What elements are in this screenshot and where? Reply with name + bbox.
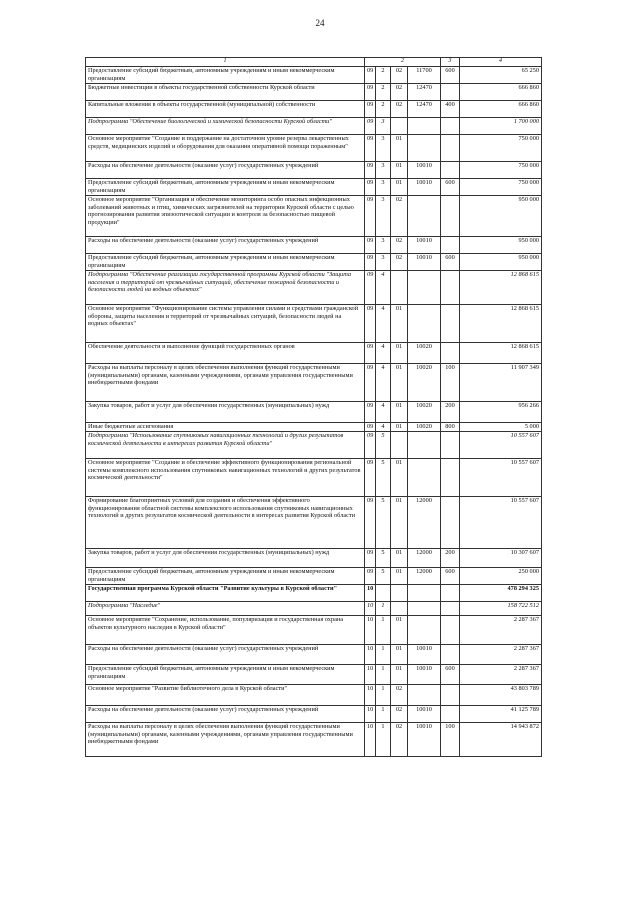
row-group-code: 01 — [391, 616, 408, 645]
table-row — [86, 685, 542, 706]
table-row — [86, 585, 542, 602]
row-group-code: 01 — [391, 402, 408, 423]
row-name: Предоставление субсидий бюджетным, автономным учреждениям и иным некоммерческим организациям — [86, 254, 365, 271]
row-group-code: 01 — [391, 423, 408, 432]
row-section-code: 10 — [365, 645, 376, 665]
row-name: Расходы на обеспечение деятельности (оказание услуг) государственных учреждений — [86, 237, 365, 254]
table-row — [86, 602, 542, 616]
row-section-code: 09 — [365, 305, 376, 343]
row-expense-type-code — [441, 706, 460, 723]
row-expense-type-code: 600 — [441, 254, 460, 271]
row-expense-type-code: 600 — [441, 568, 460, 585]
row-expense-type-code: 200 — [441, 402, 460, 423]
row-section-code: 09 — [365, 402, 376, 423]
table-row — [86, 402, 542, 423]
row-amount: 10 307 607 — [460, 549, 542, 568]
row-amount: 950 000 — [460, 254, 542, 271]
table-row — [86, 423, 542, 432]
row-name: Основное мероприятие "Сохранение, использование, популяризация и государственная охрана объектов культурного наследия в Курской области" — [86, 616, 365, 645]
row-item-code — [408, 432, 441, 459]
row-name: Предоставление субсидий бюджетным, автономным учреждениям и иным некоммерческим организациям — [86, 568, 365, 585]
row-amount: 478 294 325 — [460, 585, 542, 602]
row-subsection-code: 1 — [376, 616, 391, 645]
row-subsection-code: 3 — [376, 162, 391, 179]
table-row — [86, 568, 542, 585]
row-amount: 2 287 367 — [460, 665, 542, 685]
row-section-code: 10 — [365, 602, 376, 616]
row-amount: 10 557 607 — [460, 432, 542, 459]
row-group-code: 01 — [391, 343, 408, 364]
row-name: Подпрограмма "Обеспечение реализации государственной программы Курской области "Защита населения и территорий от чрезвычайных ситуаций, обеспечение пожарной безопасности и безопасности людей на водных объектах" — [86, 271, 365, 305]
row-item-code — [408, 196, 441, 237]
row-amount: 10 557 607 — [460, 497, 542, 549]
row-group-code: 02 — [391, 254, 408, 271]
row-expense-type-code — [441, 162, 460, 179]
row-expense-type-code: 800 — [441, 423, 460, 432]
row-name: Предоставление субсидий бюджетным, автономным учреждениям и иным некоммерческим организациям — [86, 179, 365, 196]
row-section-code: 09 — [365, 179, 376, 196]
row-section-code: 10 — [365, 585, 376, 602]
row-group-code: 02 — [391, 101, 408, 118]
table-row — [86, 118, 542, 135]
row-section-code: 10 — [365, 665, 376, 685]
row-item-code — [408, 305, 441, 343]
row-expense-type-code — [441, 84, 460, 101]
row-item-code: 12470 — [408, 84, 441, 101]
row-item-code: 10020 — [408, 364, 441, 402]
row-amount: 5 000 — [460, 423, 542, 432]
page-number: 24 — [315, 18, 325, 28]
row-amount: 65 250 — [460, 67, 542, 84]
row-subsection-code: 4 — [376, 402, 391, 423]
row-item-code — [408, 135, 441, 162]
table-row — [86, 723, 542, 757]
row-item-code: 10010 — [408, 162, 441, 179]
row-subsection-code: 4 — [376, 423, 391, 432]
row-item-code — [408, 585, 441, 602]
row-subsection-code — [376, 585, 391, 602]
row-section-code: 09 — [365, 459, 376, 497]
table-row — [86, 179, 542, 196]
row-name: Подпрограмма "Обеспечение биологической и химической безопасности Курской области" — [86, 118, 365, 135]
row-section-code: 09 — [365, 432, 376, 459]
header-col-1: 1 — [86, 58, 365, 67]
row-subsection-code: 3 — [376, 254, 391, 271]
row-amount: 666 860 — [460, 101, 542, 118]
row-name: Подпрограмма "Использование спутниковых навигационных технологий и других результатов космической деятельности в интересах развития Курской области" — [86, 432, 365, 459]
row-subsection-code: 2 — [376, 101, 391, 118]
row-expense-type-code — [441, 602, 460, 616]
row-name: Предоставление субсидий бюджетным, автономным учреждениям и иным некоммерческим организациям — [86, 67, 365, 84]
row-amount: 956 266 — [460, 402, 542, 423]
row-expense-type-code: 600 — [441, 67, 460, 84]
row-amount: 41 125 789 — [460, 706, 542, 723]
row-section-code: 09 — [365, 254, 376, 271]
row-name: Расходы на обеспечение деятельности (оказание услуг) государственных учреждений — [86, 645, 365, 665]
row-section-code: 09 — [365, 67, 376, 84]
row-section-code: 09 — [365, 271, 376, 305]
row-section-code: 09 — [365, 364, 376, 402]
row-section-code: 09 — [365, 568, 376, 585]
table-row — [86, 101, 542, 118]
row-subsection-code: 2 — [376, 67, 391, 84]
row-amount: 950 000 — [460, 237, 542, 254]
row-name: Закупка товаров, работ и услуг для обеспечения государственных (муниципальных) нужд — [86, 549, 365, 568]
row-subsection-code: 3 — [376, 135, 391, 162]
row-amount: 43 803 789 — [460, 685, 542, 706]
header-col-4: 4 — [460, 58, 542, 67]
table-row — [86, 343, 542, 364]
row-item-code: 12470 — [408, 101, 441, 118]
row-expense-type-code — [441, 118, 460, 135]
table-row — [86, 67, 542, 84]
row-name: Расходы на обеспечение деятельности (оказание услуг) государственных учреждений — [86, 706, 365, 723]
row-expense-type-code — [441, 432, 460, 459]
row-section-code: 10 — [365, 723, 376, 757]
row-expense-type-code: 100 — [441, 364, 460, 402]
header-col-2: 2 — [365, 58, 441, 67]
row-expense-type-code: 600 — [441, 665, 460, 685]
row-expense-type-code — [441, 305, 460, 343]
row-group-code: 01 — [391, 459, 408, 497]
row-section-code: 09 — [365, 237, 376, 254]
row-expense-type-code — [441, 685, 460, 706]
row-section-code: 09 — [365, 343, 376, 364]
row-name: Расходы на выплаты персоналу в целях обеспечения выполнения функций государственными (муниципальными) органами, казенными учреждениями, органами управления государственными внебюджетными фондами — [86, 723, 365, 757]
row-subsection-code: 3 — [376, 237, 391, 254]
row-amount: 12 868 615 — [460, 305, 542, 343]
row-group-code — [391, 432, 408, 459]
row-group-code: 01 — [391, 135, 408, 162]
row-item-code: 10010 — [408, 254, 441, 271]
row-amount: 950 000 — [460, 196, 542, 237]
row-expense-type-code — [441, 196, 460, 237]
row-expense-type-code — [441, 237, 460, 254]
row-name: Подпрограмма "Наследие" — [86, 602, 365, 616]
row-subsection-code: 3 — [376, 118, 391, 135]
row-name: Иные бюджетные ассигнования — [86, 423, 365, 432]
row-name: Закупка товаров, работ и услуг для обеспечения государственных (муниципальных) нужд — [86, 402, 365, 423]
budget-table — [85, 57, 542, 757]
table-row — [86, 84, 542, 101]
row-expense-type-code: 100 — [441, 723, 460, 757]
row-subsection-code: 1 — [376, 645, 391, 665]
row-item-code: 10010 — [408, 723, 441, 757]
table-row — [86, 616, 542, 645]
row-expense-type-code — [441, 343, 460, 364]
row-group-code: 02 — [391, 196, 408, 237]
row-amount: 11 907 349 — [460, 364, 542, 402]
row-name: Основное мероприятие "Создание и поддержание на достаточном уровне резерва лекарственных средств, медицинских изделий и оборудования для оказания оперативной помощи пораженным" — [86, 135, 365, 162]
row-expense-type-code — [441, 585, 460, 602]
row-subsection-code: 5 — [376, 432, 391, 459]
row-group-code: 01 — [391, 645, 408, 665]
row-section-code: 09 — [365, 423, 376, 432]
row-subsection-code: 5 — [376, 549, 391, 568]
row-amount: 158 722 512 — [460, 602, 542, 616]
row-subsection-code: 4 — [376, 305, 391, 343]
row-group-code: 02 — [391, 67, 408, 84]
table-row — [86, 237, 542, 254]
row-subsection-code: 1 — [376, 706, 391, 723]
row-expense-type-code: 400 — [441, 101, 460, 118]
table-row — [86, 459, 542, 497]
row-group-code — [391, 271, 408, 305]
row-name: Предоставление субсидий бюджетным, автономным учреждениям и иным некоммерческим организациям — [86, 665, 365, 685]
table-row — [86, 645, 542, 665]
row-group-code: 02 — [391, 723, 408, 757]
table-row — [86, 665, 542, 685]
row-amount: 750 000 — [460, 179, 542, 196]
row-name: Обеспечение деятельности и выполнение функций государственных органов — [86, 343, 365, 364]
row-item-code: 10020 — [408, 402, 441, 423]
row-group-code: 02 — [391, 84, 408, 101]
row-item-code — [408, 118, 441, 135]
row-subsection-code: 1 — [376, 723, 391, 757]
row-item-code — [408, 602, 441, 616]
table-row — [86, 196, 542, 237]
row-item-code: 10020 — [408, 343, 441, 364]
row-name: Расходы на обеспечение деятельности (оказание услуг) государственных учреждений — [86, 162, 365, 179]
row-subsection-code: 5 — [376, 568, 391, 585]
row-subsection-code: 2 — [376, 84, 391, 101]
table-row — [86, 135, 542, 162]
row-item-code: 10010 — [408, 706, 441, 723]
row-group-code: 01 — [391, 549, 408, 568]
row-section-code: 09 — [365, 135, 376, 162]
row-section-code: 10 — [365, 616, 376, 645]
row-amount: 250 000 — [460, 568, 542, 585]
table-row — [86, 305, 542, 343]
row-amount: 12 868 615 — [460, 343, 542, 364]
row-name: Государственная программа Курской области "Развитие культуры в Курской области" — [86, 585, 365, 602]
row-item-code: 12000 — [408, 549, 441, 568]
row-amount: 14 943 872 — [460, 723, 542, 757]
row-expense-type-code — [441, 459, 460, 497]
table-header-row — [86, 58, 542, 67]
row-group-code — [391, 118, 408, 135]
row-name: Основное мероприятие "Функционирование системы управления силами и средствами гражданской обороны, защиты населения и территорий от чрезвычайных ситуаций, безопасности людей на водных объектах" — [86, 305, 365, 343]
row-amount: 666 860 — [460, 84, 542, 101]
row-amount: 2 287 367 — [460, 645, 542, 665]
row-group-code: 02 — [391, 237, 408, 254]
row-item-code: 10010 — [408, 179, 441, 196]
row-section-code: 09 — [365, 84, 376, 101]
row-item-code: 10020 — [408, 423, 441, 432]
row-group-code: 01 — [391, 305, 408, 343]
row-subsection-code: 4 — [376, 271, 391, 305]
row-section-code: 09 — [365, 549, 376, 568]
row-expense-type-code — [441, 271, 460, 305]
row-item-code — [408, 459, 441, 497]
row-expense-type-code: 600 — [441, 179, 460, 196]
table-row — [86, 271, 542, 305]
row-expense-type-code — [441, 497, 460, 549]
row-item-code: 10010 — [408, 665, 441, 685]
row-subsection-code: 1 — [376, 665, 391, 685]
row-amount: 750 000 — [460, 162, 542, 179]
row-name: Формирование благоприятных условий для создания и обеспечения эффективного функционирования областной системы комплексного использования спутниковых навигационных технологий и других результатов космической деятельности в интересах развития Курской области — [86, 497, 365, 549]
row-name: Основное мероприятие "Организация и обеспечение мониторинга особо опасных инфекционных заболеваний животных и птиц, химических загрязнителей на территории Курской области с целью прогнозирования развития эпизоотической ситуации и контроля за безопасностью пищевой продукции" — [86, 196, 365, 237]
row-amount: 12 868 615 — [460, 271, 542, 305]
table-row — [86, 432, 542, 459]
row-subsection-code: 4 — [376, 364, 391, 402]
row-group-code: 02 — [391, 706, 408, 723]
row-expense-type-code — [441, 616, 460, 645]
table-row — [86, 706, 542, 723]
table-row — [86, 254, 542, 271]
row-item-code: 10010 — [408, 237, 441, 254]
row-section-code: 09 — [365, 162, 376, 179]
row-subsection-code: 3 — [376, 179, 391, 196]
row-group-code: 01 — [391, 179, 408, 196]
row-subsection-code: 5 — [376, 497, 391, 549]
row-section-code: 10 — [365, 706, 376, 723]
row-amount: 1 700 000 — [460, 118, 542, 135]
row-name: Основное мероприятие "Развитие библиотечного дела в Курской области" — [86, 685, 365, 706]
row-section-code: 10 — [365, 685, 376, 706]
row-item-code: 11700 — [408, 67, 441, 84]
row-group-code: 01 — [391, 665, 408, 685]
row-subsection-code: 5 — [376, 459, 391, 497]
row-section-code: 09 — [365, 497, 376, 549]
row-item-code: 10010 — [408, 645, 441, 665]
row-name: Капитальные вложения в объекты государственной (муниципальной) собственности — [86, 101, 365, 118]
table-row — [86, 549, 542, 568]
row-subsection-code: 3 — [376, 196, 391, 237]
row-section-code: 09 — [365, 118, 376, 135]
row-group-code: 02 — [391, 685, 408, 706]
table-row — [86, 162, 542, 179]
row-item-code — [408, 271, 441, 305]
row-item-code — [408, 616, 441, 645]
row-group-code — [391, 585, 408, 602]
row-name: Бюджетные инвестиции в объекты государственной собственности Курской области — [86, 84, 365, 101]
row-item-code: 12000 — [408, 497, 441, 549]
row-amount: 750 000 — [460, 135, 542, 162]
row-expense-type-code: 200 — [441, 549, 460, 568]
row-section-code: 09 — [365, 196, 376, 237]
row-group-code: 01 — [391, 364, 408, 402]
row-expense-type-code — [441, 135, 460, 162]
row-group-code: 01 — [391, 497, 408, 549]
row-name: Расходы на выплаты персоналу в целях обеспечения выполнения функций государственными (муниципальными) органами, казенными учреждениями, органами управления государственными внебюджетными фондами — [86, 364, 365, 402]
row-item-code — [408, 685, 441, 706]
table-row — [86, 364, 542, 402]
row-group-code — [391, 602, 408, 616]
row-subsection-code: 4 — [376, 343, 391, 364]
row-group-code: 01 — [391, 568, 408, 585]
row-name: Основное мероприятие "Создание и обеспечение эффективного функционирования региональной системы комплексного использования спутниковых навигационных технологий и других результатов космической деятельности" — [86, 459, 365, 497]
table-row — [86, 497, 542, 549]
row-subsection-code: 1 — [376, 602, 391, 616]
row-subsection-code: 1 — [376, 685, 391, 706]
row-expense-type-code — [441, 645, 460, 665]
row-section-code: 09 — [365, 101, 376, 118]
row-group-code: 01 — [391, 162, 408, 179]
row-item-code: 12000 — [408, 568, 441, 585]
header-col-3: 3 — [441, 58, 460, 67]
row-amount: 10 557 607 — [460, 459, 542, 497]
row-amount: 2 287 367 — [460, 616, 542, 645]
